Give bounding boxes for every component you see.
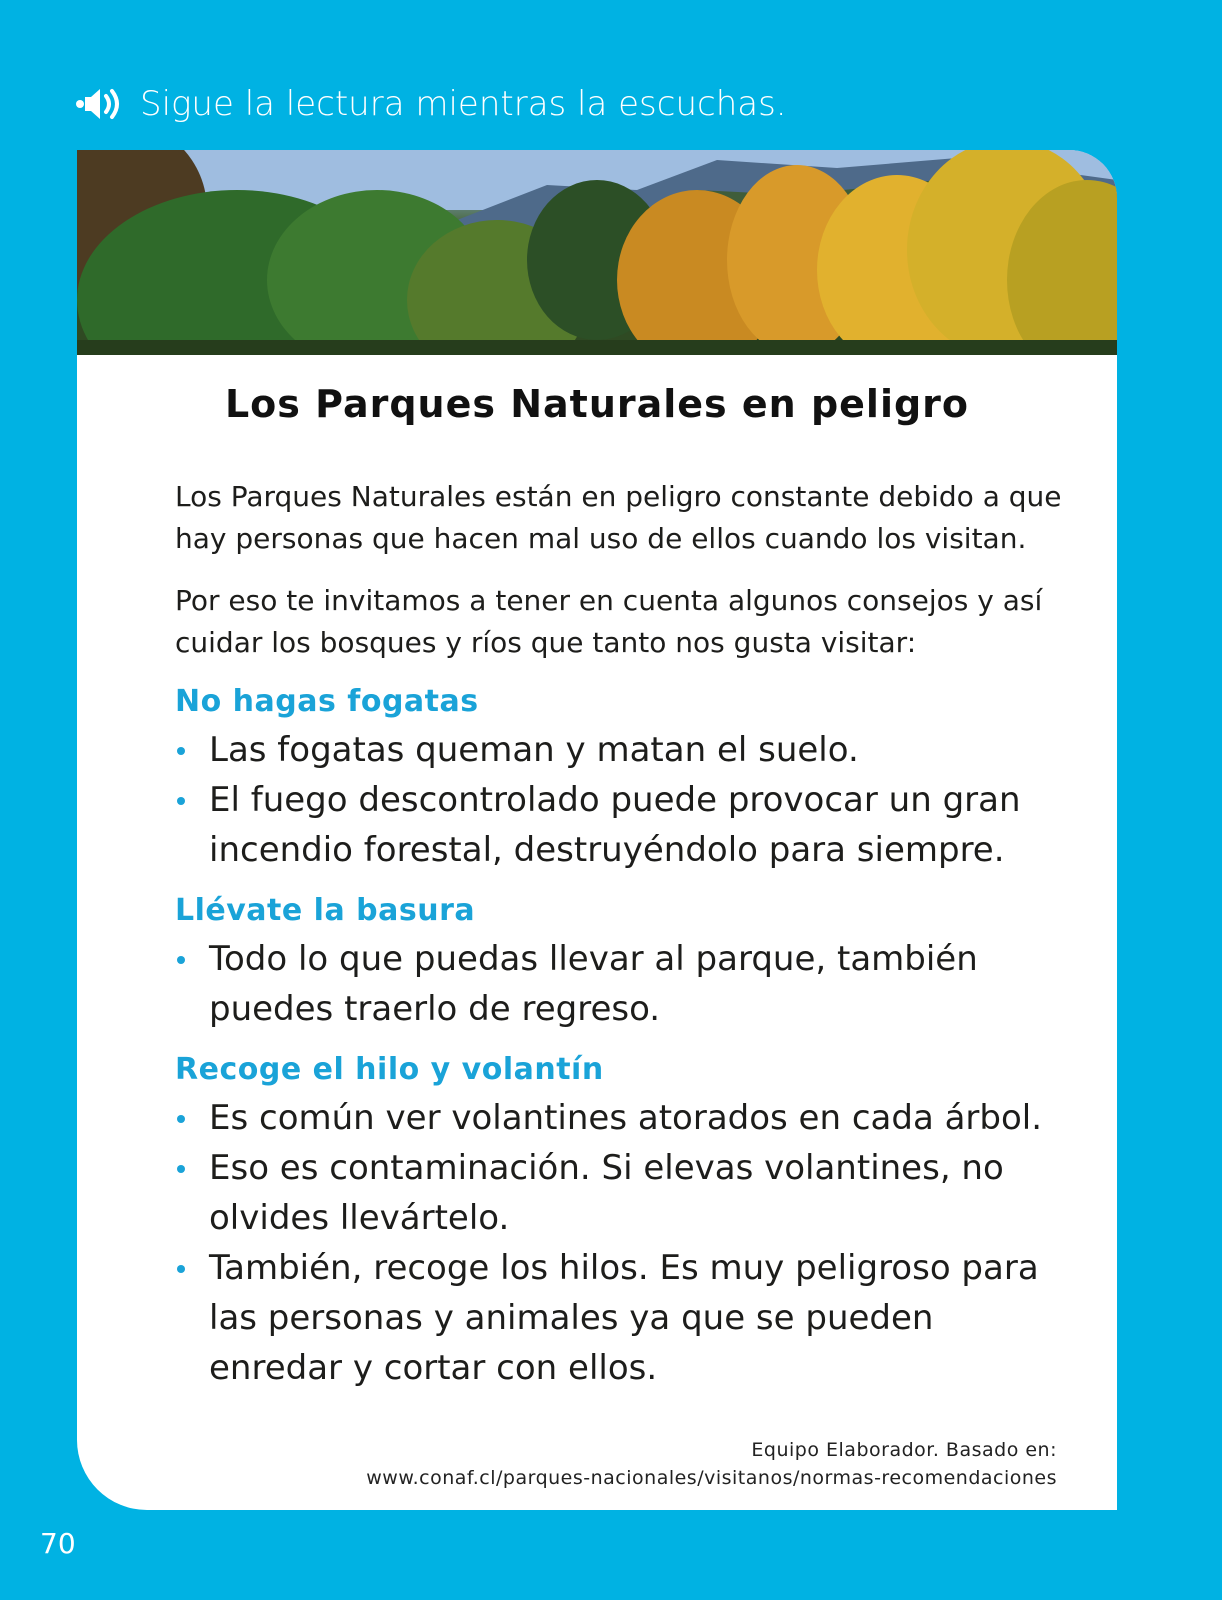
list-item: Es común ver volantines atorados en cada árbol. (175, 1093, 1075, 1143)
section-heading-basura: Llévate la basura (175, 893, 476, 928)
bullet-icon (177, 1265, 185, 1273)
source-url[interactable]: www.conaf.cl/parques-nacionales/visitanos/normas-recomendaciones (366, 1467, 1057, 1489)
reading-content (175, 476, 1075, 1393)
list-item: También, recoge los hilos. Es muy peligroso para las personas y animales ya que se pueden enredar y cortar con ellos. (175, 1243, 1075, 1393)
bullet-list-basura (175, 934, 1075, 1034)
reading-card (77, 150, 1117, 1510)
list-item: El fuego descontrolado puede provocar un gran incendio forestal, destruyéndolo para siempre. (175, 775, 1075, 875)
source-author: Equipo Elaborador. Basado en: (751, 1439, 1057, 1461)
list-item: Las fogatas queman y matan el suelo. (175, 725, 1075, 775)
bullet-list-volantin (175, 1093, 1075, 1393)
audio-instruction (74, 80, 787, 128)
instruction-text: Sigue la lectura mientras la escuchas. (140, 84, 787, 124)
bullet-icon (177, 1165, 185, 1173)
forest-landscape-photo (77, 150, 1117, 355)
bullet-list-fogatas (175, 725, 1075, 875)
bullet-icon (177, 956, 185, 964)
list-item: Eso es contaminación. Si elevas volantines, no olvides llevártelo. (175, 1143, 1075, 1243)
intro-paragraph-1: Los Parques Naturales están en peligro constante debido a que hay personas que hacen mal uso de ellos cuando los visitan. (175, 480, 1062, 555)
bullet-icon (177, 1115, 185, 1123)
list-item: Todo lo que puedas llevar al parque, también puedes traerlo de regreso. (175, 934, 1075, 1034)
bullet-icon (177, 797, 185, 805)
intro-paragraph-2: Por eso te invitamos a tener en cuenta algunos consejos y así cuidar los bosques y ríos que tanto nos gusta visitar: (175, 584, 1043, 659)
bullet-icon (177, 747, 185, 755)
page-number: 70 (40, 1527, 76, 1560)
section-heading-volantin: Recoge el hilo y volantín (175, 1052, 604, 1087)
source-credit (366, 1436, 1057, 1492)
section-heading-fogatas: No hagas fogatas (175, 684, 479, 719)
reading-title: Los Parques Naturales en peligro (224, 382, 970, 426)
speaker-icon[interactable] (74, 86, 126, 122)
